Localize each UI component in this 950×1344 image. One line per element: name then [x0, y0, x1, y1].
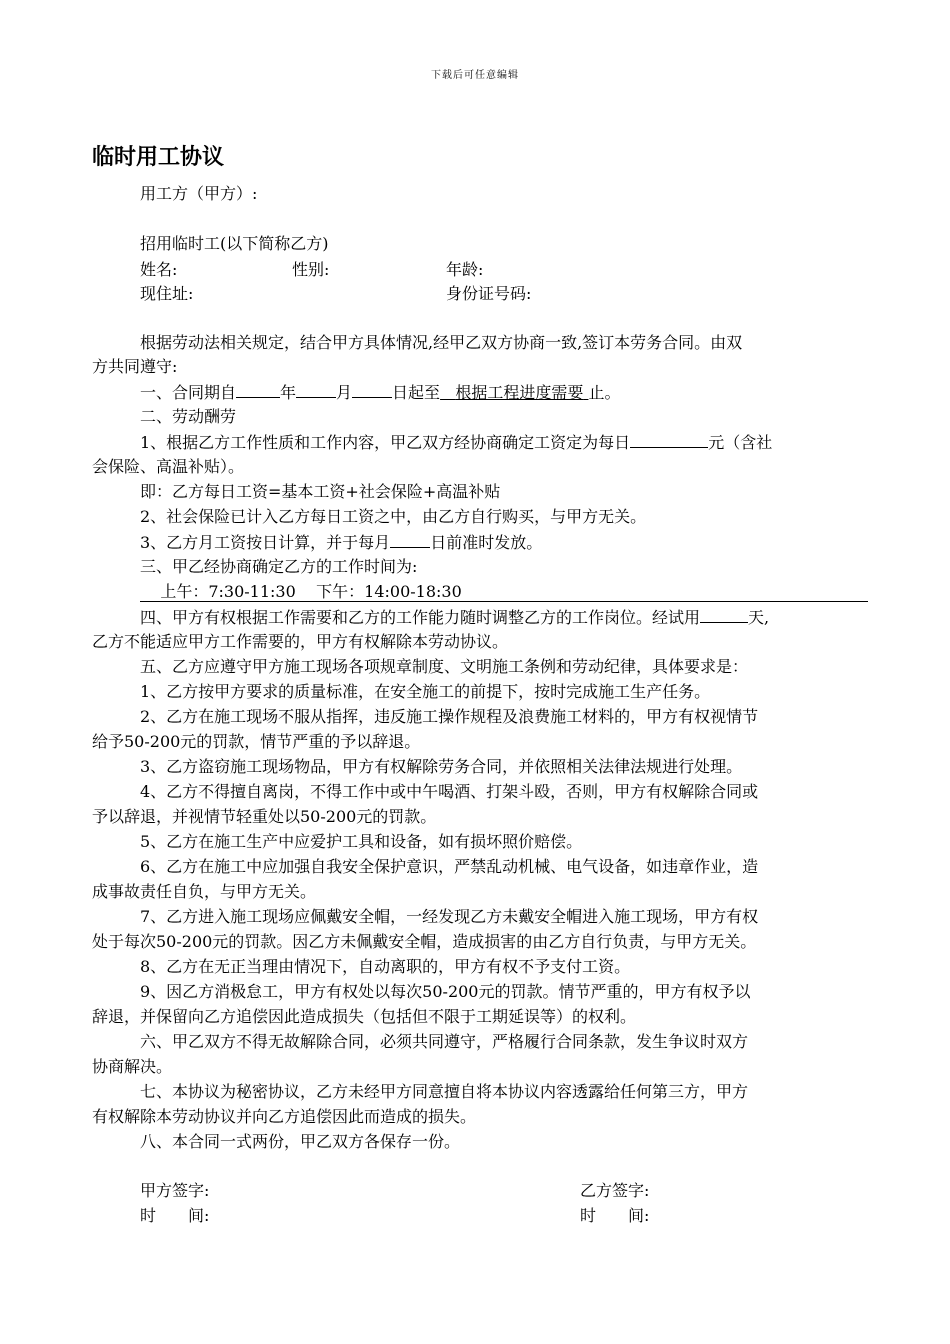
address-field: 现住址: [140, 284, 194, 303]
wage-line-2: 会保险、高温补贴）。 [92, 457, 245, 476]
wage-amount-blank [630, 431, 708, 448]
rule-9-line-1: 9、因乙方消极怠工，甲方有权处以每次50-200元的罚款。情节严重的，甲方有权予以 [140, 982, 751, 1001]
term-clause [140, 381, 620, 404]
sec4-text-a: 四、甲方有权根据工作需要和乙方的工作能力随时调整乙方的工作岗位。经试用 [140, 608, 701, 627]
work-hours-text: 上午：7:30-11:30 下午：14:00-18:30 [160, 582, 462, 601]
rule-8: 8、乙方在无正当理由情况下，自动离职的，甲方有权不予支付工资。 [140, 957, 631, 976]
payday-clause [140, 531, 542, 554]
section-7-line-2: 有权解除本劳动协议并向乙方追偿因此而造成的损失。 [92, 1107, 477, 1126]
section-5-heading: 五、乙方应遵守甲方施工现场各项规章制度、文明施工条例和劳动纪律，具体要求是： [140, 657, 749, 676]
term-month-blank [296, 381, 336, 398]
sec4-text-b: 天, [748, 608, 770, 627]
section-4-line-2: 乙方不能适应甲方工作需要的，甲方有权解除本劳动协议。 [92, 632, 509, 651]
section-2-heading: 二、劳动酬劳 [140, 407, 237, 426]
term-text-c: 月 [336, 383, 353, 402]
wage-text-b: 元（含社 [708, 433, 773, 452]
party-b-signature: 乙方签字: [580, 1181, 650, 1200]
term-text-b: 年 [280, 383, 297, 402]
wage-line-1 [140, 431, 772, 454]
age-field: 年龄: [446, 260, 484, 279]
rule-3: 3、乙方盗窃施工现场物品，甲方有权解除劳务合同，并依照相关法律法规进行处理。 [140, 757, 743, 776]
section-4-line-1 [140, 606, 769, 629]
name-field: 姓名: [140, 260, 178, 279]
section-7-line-1: 七、本协议为秘密协议，乙方未经甲方同意擅自将本协议内容透露给任何第三方，甲方 [140, 1082, 749, 1101]
rule-1: 1、乙方按甲方要求的质量标准，在安全施工的前提下，按时完成施工生产任务。 [140, 682, 711, 701]
term-day-blank [352, 381, 392, 398]
rule-4-line-1: 4、乙方不得擅自离岗，不得工作中或中午喝酒、打架斗殴，否则，甲方有权解除合同或 [140, 782, 759, 801]
id-field: 身份证号码: [446, 284, 532, 303]
wage-formula: 即：乙方每日工资=基本工资+社会保险+高温补贴 [140, 482, 501, 501]
page-header: 下载后可任意编辑 [431, 70, 519, 81]
party-a-signature: 甲方签字: [140, 1181, 210, 1200]
payday-text-a: 3、乙方月工资按日计算，并于每月 [140, 533, 391, 552]
wage-text-a: 1、根据乙方工作性质和工作内容，甲乙双方经协商确定工资定为每日 [140, 433, 631, 452]
insurance-clause: 2、社会保险已计入乙方每日工资之中，由乙方自行购买，与甲方无关。 [140, 507, 647, 526]
payday-text-b: 日前准时发放。 [430, 533, 543, 552]
term-end-condition [440, 383, 588, 402]
preamble-line-1: 根据劳动法相关规定，结合甲方具体情况,经甲乙双方协商一致,签订本劳务合同。由双 [140, 333, 743, 352]
rule-9-line-2: 辞退，并保留向乙方追偿因此造成损失（包括但不限于工期延误等）的权利。 [92, 1007, 637, 1026]
rule-5: 5、乙方在施工生产中应爱护工具和设备，如有损坏照价赔偿。 [140, 832, 583, 851]
employer-line: 用工方（甲方）: [140, 184, 258, 203]
party-b-time: 时 间: [580, 1206, 650, 1225]
section-8: 八、本合同一式两份，甲乙双方各保存一份。 [140, 1132, 461, 1151]
rule-6-line-1: 6、乙方在施工中应加强自我安全保护意识，严禁乱动机械、电气设备，如违章作业，造 [140, 857, 759, 876]
rule-6-line-2: 成事故责任自负，与甲方无关。 [92, 882, 317, 901]
trial-days-blank [700, 606, 748, 623]
term-year-blank [236, 381, 280, 398]
term-text-a: 一、合同期自 [140, 383, 237, 402]
term-text-f: 止。 [588, 383, 621, 402]
rule-4-line-2: 予以辞退，并视情节轻重处以50-200元的罚款。 [92, 807, 437, 826]
hire-intro: 招用临时工(以下简称乙方) [140, 234, 329, 253]
section-3-heading: 三、甲乙经协商确定乙方的工作时间为: [140, 557, 418, 576]
term-end-text: 根据工程进度需要 [455, 383, 584, 402]
section-6-line-2: 协商解决。 [92, 1057, 173, 1076]
rule-7-line-1: 7、乙方进入施工现场应佩戴安全帽，一经发现乙方未戴安全帽进入施工现场，甲方有权 [140, 907, 759, 926]
term-text-d: 日起至 [392, 383, 441, 402]
rule-2-line-2: 给予50-200元的罚款，情节严重的予以辞退。 [92, 732, 421, 751]
work-hours [140, 581, 868, 602]
section-6-line-1: 六、甲乙双方不得无故解除合同，必须共同遵守，严格履行合同条款，发生争议时双方 [140, 1032, 749, 1051]
gender-field: 性别: [292, 260, 330, 279]
party-a-time: 时 间: [140, 1206, 210, 1225]
rule-7-line-2: 处于每次50-200元的罚款。因乙方未佩戴安全帽，造成损害的由乙方自行负责，与甲方无关。 [92, 932, 757, 951]
rule-2-line-1: 2、乙方在施工现场不服从指挥，违反施工操作规程及浪费施工材料的，甲方有权视情节 [140, 707, 759, 726]
payday-blank [390, 531, 430, 548]
preamble-line-2: 方共同遵守: [92, 357, 178, 376]
document-title: 临时用工协议 [92, 145, 225, 170]
